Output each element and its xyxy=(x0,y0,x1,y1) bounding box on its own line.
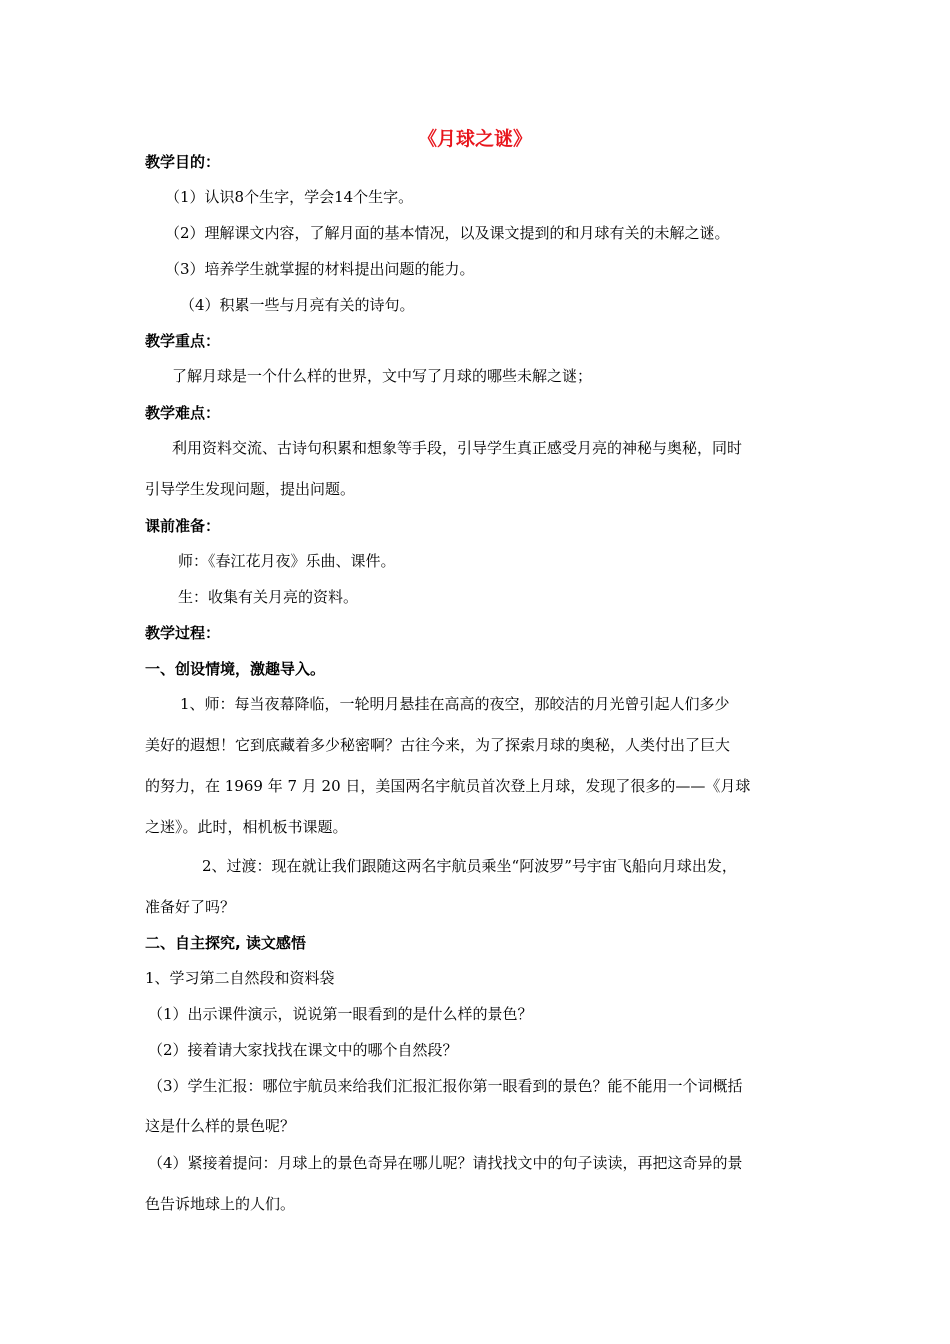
section1-p2-line-1: 2、过渡：现在就让我们跟随这两名宇航员乘坐“阿波罗”号宇宙飞船向月球出发， xyxy=(202,857,737,875)
objective-item-4: （4）积累一些与月亮有关的诗句。 xyxy=(180,296,415,314)
objective-item-1: （1）认识8个生字，学会14个生字。 xyxy=(165,188,414,206)
section2-step-3-line-1: （3）学生汇报：哪位宇航员来给我们汇报汇报你第一眼看到的景色？能不能用一个词概括 xyxy=(148,1077,743,1095)
difficulties-heading: 教学难点： xyxy=(145,404,221,422)
section2-step-3-line-2: 这是什么样的景色呢？ xyxy=(145,1117,296,1135)
section2-heading: 二、自主探究, 读文感悟 xyxy=(145,934,306,952)
difficulties-line-2: 引导学生发现问题，提出问题。 xyxy=(145,480,356,498)
difficulties-line-1: 利用资料交流、古诗句积累和想象等手段，引导学生真正感受月亮的神秘与奥秘，同时 xyxy=(172,439,743,457)
preparation-heading: 课前准备： xyxy=(145,517,221,535)
section1-p1-line-4: 之迷》。此时，相机板书课题。 xyxy=(145,818,348,836)
objective-item-2: （2）理解课文内容，了解月面的基本情况，以及课文提到的和月球有关的未解之谜。 xyxy=(165,224,730,242)
key-points-heading: 教学重点： xyxy=(145,332,221,350)
section2-sub1: 1、学习第二自然段和资料袋 xyxy=(145,969,335,987)
section1-p1-line-3: 的努力，在 1969 年 7 月 20 日，美国两名宇航员首次登上月球，发现了很多的——《月球 xyxy=(145,777,751,795)
section2-step-2: （2）接着请大家找找在课文中的哪个自然段？ xyxy=(148,1041,458,1059)
key-points-text: 了解月球是一个什么样的世界，文中写了月球的哪些未解之谜； xyxy=(172,367,593,385)
section2-step-4-line-1: （4）紧接着提问：月球上的景色奇异在哪儿呢？请找找文中的句子读读，再把这奇异的景 xyxy=(148,1154,743,1172)
process-heading: 教学过程： xyxy=(145,624,221,642)
section2-step-1: （1）出示课件演示，说说第一眼看到的是什么样的景色？ xyxy=(148,1005,533,1023)
section1-p1-line-1: 1、师：每当夜幕降临，一轮明月悬挂在高高的夜空，那皎洁的月光曾引起人们多少 xyxy=(180,695,730,713)
document-title: 《月球之谜》 xyxy=(417,128,532,150)
preparation-teacher: 师：《春江花月夜》乐曲、课件。 xyxy=(178,552,396,570)
objective-item-3: （3）培养学生就掌握的材料提出问题的能力。 xyxy=(165,260,475,278)
objectives-heading: 教学目的： xyxy=(145,153,221,171)
section1-heading: 一、创设情境，激趣导入。 xyxy=(145,660,326,678)
section1-p2-line-2: 准备好了吗？ xyxy=(145,898,236,916)
section1-p1-line-2: 美好的遐想！它到底藏着多少秘密啊？古往今来，为了探索月球的奥秘，人类付出了巨大 xyxy=(145,736,731,754)
section2-step-4-line-2: 色告诉地球上的人们。 xyxy=(145,1195,296,1213)
preparation-student: 生：收集有关月亮的资料。 xyxy=(178,588,359,606)
